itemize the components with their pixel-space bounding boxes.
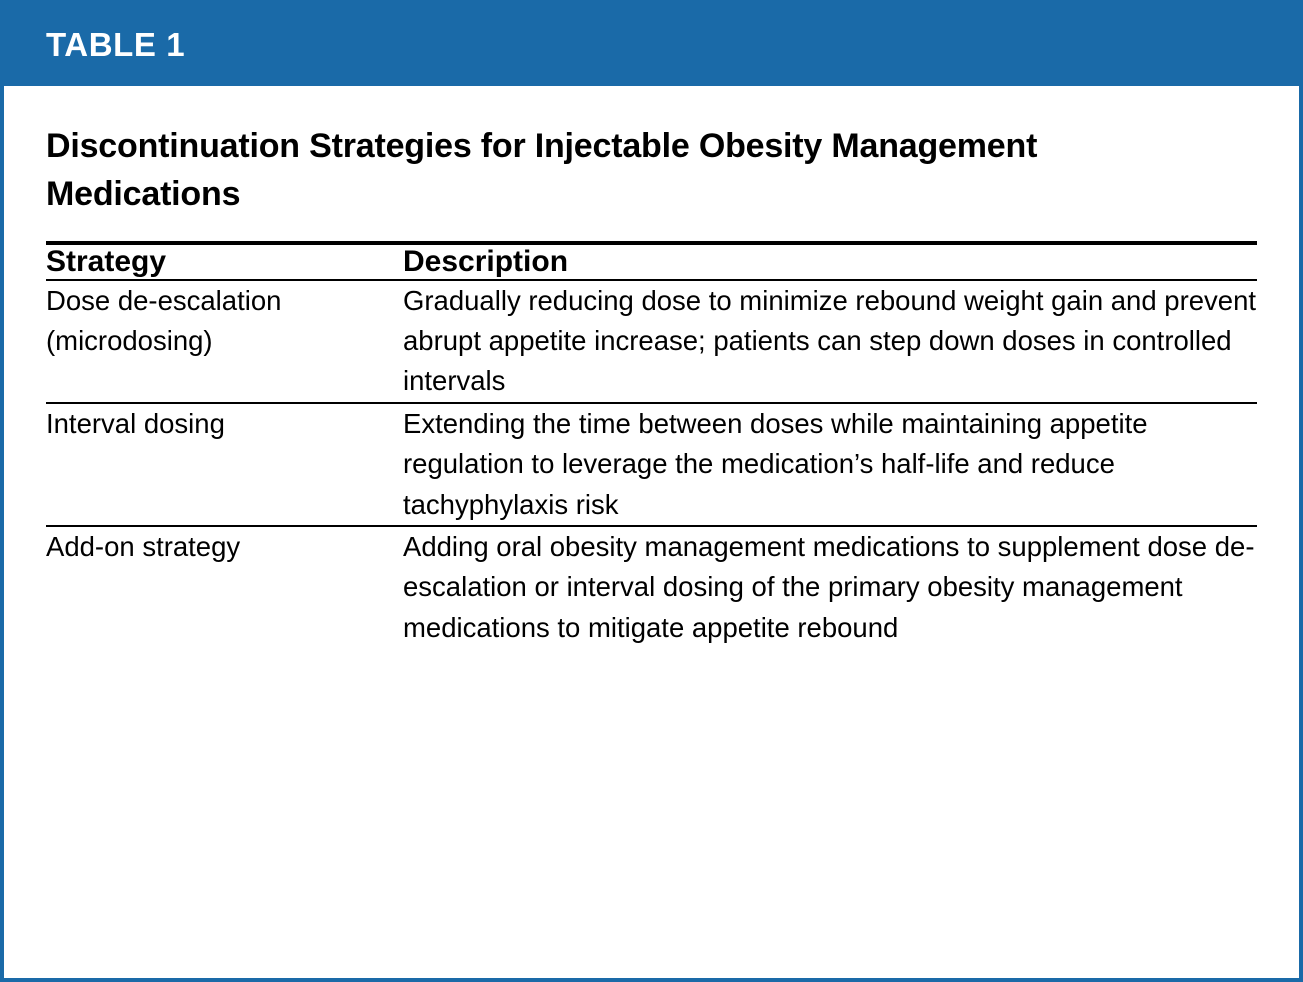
table-body <box>4 86 1299 648</box>
cell-description: Gradually reducing dose to minimize rebound weight gain and prevent abrupt appetite increase; patients can step down doses in controlled intervals <box>403 284 1257 397</box>
data-table <box>46 245 1257 649</box>
cell-strategy: Add-on strategy <box>46 531 241 563</box>
table-row <box>46 404 1257 525</box>
cell-description: Extending the time between doses while maintaining appetite regulation to leverage the medication’s half-life and reduce tachyphylaxis risk <box>403 407 1148 520</box>
table-header-row <box>46 245 1257 279</box>
table-row <box>46 527 1257 648</box>
column-header-strategy: Strategy <box>46 244 167 278</box>
table-row <box>46 281 1257 402</box>
cell-strategy: Dose de-escalation (microdosing) <box>46 284 282 356</box>
table-banner <box>4 4 1299 86</box>
cell-description: Adding oral obesity management medications to supplement dose de-escalation or interval dosing of the primary obesity management medications to mitigate appetite rebound <box>403 531 1255 643</box>
column-header-description: Description <box>403 244 569 278</box>
table-title: Discontinuation Strategies for Injectable Obesity Management Medications <box>46 127 1038 214</box>
cell-strategy: Interval dosing <box>46 407 225 439</box>
table-number-label: TABLE 1 <box>46 26 186 63</box>
